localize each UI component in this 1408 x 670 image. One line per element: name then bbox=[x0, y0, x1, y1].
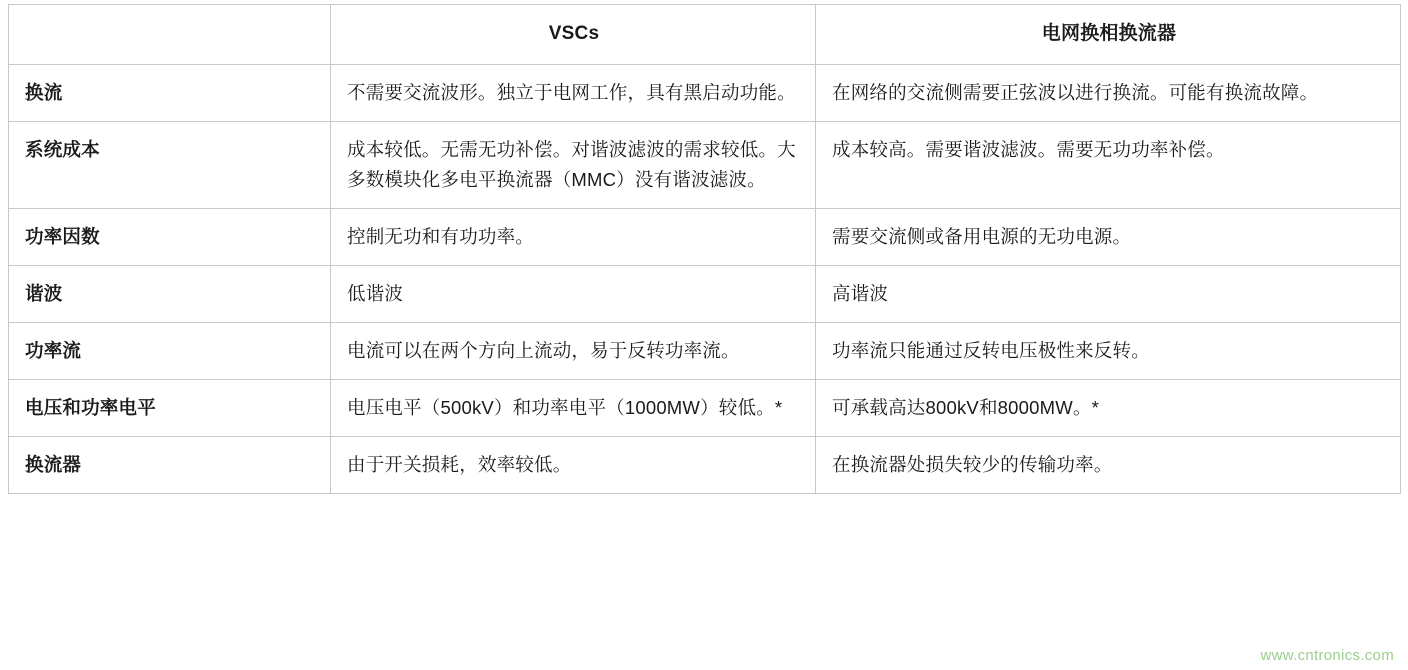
header-vsc: VSCs bbox=[331, 5, 816, 65]
row-label-harmonics: 谐波 bbox=[9, 265, 331, 322]
row-label-system-cost: 系统成本 bbox=[9, 121, 331, 208]
table-row bbox=[9, 64, 1401, 121]
row-label-commutation: 换流 bbox=[9, 64, 331, 121]
row-label-power-factor: 功率因数 bbox=[9, 208, 331, 265]
cell-vsc-power-flow: 电流可以在两个方向上流动，易于反转功率流。 bbox=[331, 322, 816, 379]
cell-vsc-power-factor: 控制无功和有功功率。 bbox=[331, 208, 816, 265]
cell-vsc-harmonics: 低谐波 bbox=[331, 265, 816, 322]
vsc-lcc-comparison-table bbox=[8, 4, 1401, 494]
row-label-voltage-power-level: 电压和功率电平 bbox=[9, 379, 331, 436]
header-corner-cell bbox=[9, 5, 331, 65]
site-watermark: www.cntronics.com bbox=[1260, 647, 1394, 664]
table-header-row bbox=[9, 5, 1401, 65]
cell-lcc-commutation: 在网络的交流侧需要正弦波以进行换流。可能有换流故障。 bbox=[816, 64, 1401, 121]
table-row bbox=[9, 322, 1401, 379]
cell-lcc-converter: 在换流器处损失较少的传输功率。 bbox=[816, 436, 1401, 493]
cell-vsc-converter: 由于开关损耗，效率较低。 bbox=[331, 436, 816, 493]
cell-vsc-commutation: 不需要交流波形。独立于电网工作，具有黑启动功能。 bbox=[331, 64, 816, 121]
table-row bbox=[9, 436, 1401, 493]
cell-lcc-power-flow: 功率流只能通过反转电压极性来反转。 bbox=[816, 322, 1401, 379]
table-row bbox=[9, 121, 1401, 208]
row-label-converter: 换流器 bbox=[9, 436, 331, 493]
row-label-power-flow: 功率流 bbox=[9, 322, 331, 379]
header-lcc: 电网换相换流器 bbox=[816, 5, 1401, 65]
cell-lcc-power-factor: 需要交流侧或备用电源的无功电源。 bbox=[816, 208, 1401, 265]
cell-vsc-voltage-power-level: 电压电平（500kV）和功率电平（1000MW）较低。* bbox=[331, 379, 816, 436]
table-body bbox=[9, 64, 1401, 493]
table-row bbox=[9, 379, 1401, 436]
cell-lcc-system-cost: 成本较高。需要谐波滤波。需要无功功率补偿。 bbox=[816, 121, 1401, 208]
table-row bbox=[9, 265, 1401, 322]
comparison-table-container bbox=[8, 4, 1400, 494]
table-row bbox=[9, 208, 1401, 265]
cell-lcc-harmonics: 高谐波 bbox=[816, 265, 1401, 322]
table-header bbox=[9, 5, 1401, 65]
cell-vsc-system-cost: 成本较低。无需无功补偿。对谐波滤波的需求较低。大多数模块化多电平换流器（MMC）没有谐波滤波。 bbox=[331, 121, 816, 208]
cell-lcc-voltage-power-level: 可承载高达800kV和8000MW。* bbox=[816, 379, 1401, 436]
